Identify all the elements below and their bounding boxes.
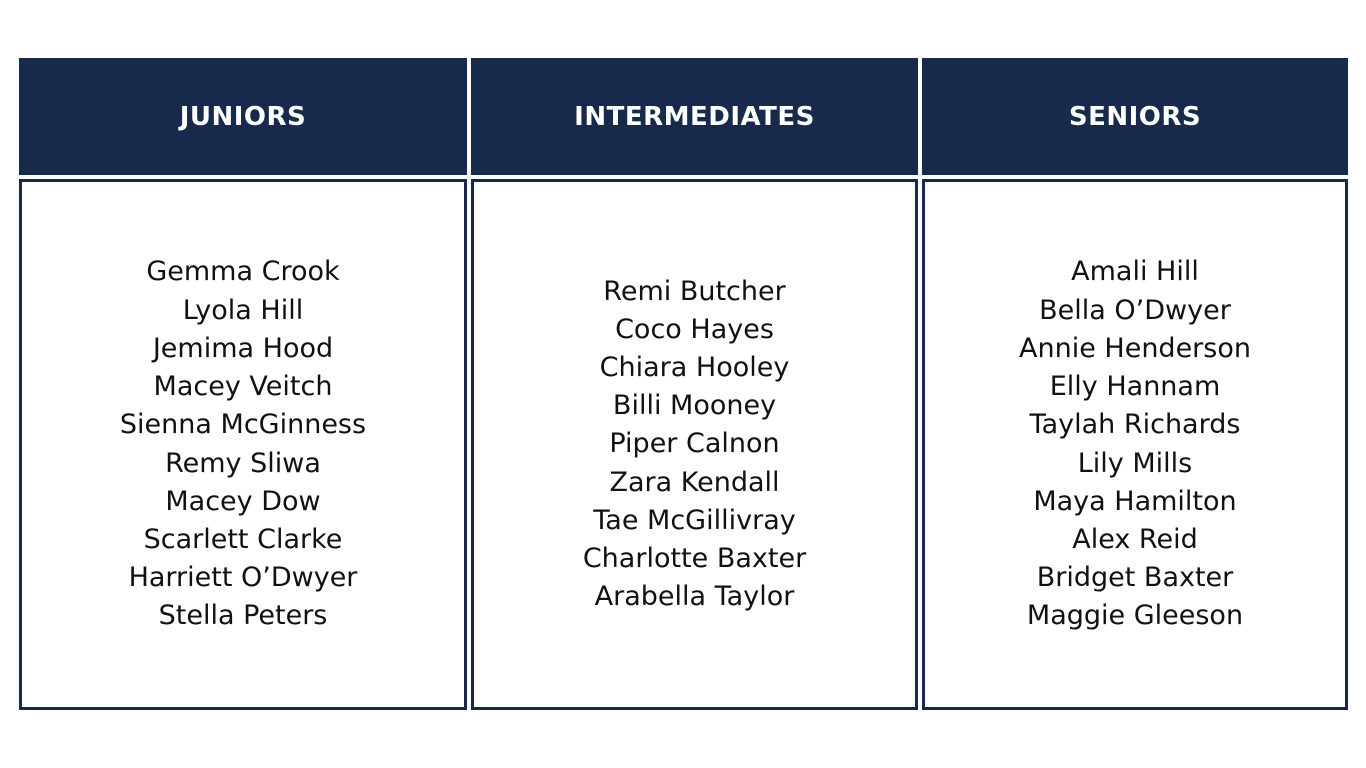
name-item: Arabella Taylor — [594, 581, 795, 613]
name-item: Elly Hannam — [1049, 371, 1221, 403]
intermediates-title: INTERMEDIATES — [574, 101, 815, 132]
name-item: Amali Hill — [1071, 256, 1199, 288]
juniors-name-box — [19, 179, 467, 710]
name-item: Stella Peters — [158, 600, 328, 632]
name-item: Bridget Baxter — [1036, 562, 1234, 594]
seniors-header — [922, 58, 1348, 175]
seniors-title: SENIORS — [1068, 101, 1202, 132]
juniors-title: JUNIORS — [179, 101, 307, 132]
name-item: Annie Henderson — [1019, 332, 1251, 364]
name-item: Jemima Hood — [152, 332, 334, 364]
name-item: Gemma Crook — [146, 256, 340, 288]
name-item: Zara Kendall — [609, 466, 780, 498]
name-item: Remy Sliwa — [165, 447, 321, 479]
name-item: Macey Dow — [165, 485, 321, 517]
juniors-name-list — [120, 253, 366, 635]
juniors-column — [19, 58, 467, 632]
name-item: Charlotte Baxter — [582, 543, 807, 574]
name-item: Maggie Gleeson — [1026, 600, 1244, 632]
name-item: Taylah Richards — [1029, 409, 1241, 441]
name-item: Bella O’Dwyer — [1039, 294, 1231, 326]
name-item: Harriett O’Dwyer — [128, 562, 358, 594]
name-item: Sienna McGinness — [119, 409, 367, 441]
intermediates-column — [471, 58, 918, 613]
name-item: Lily Mills — [1077, 447, 1193, 479]
name-item: Piper Calnon — [609, 428, 780, 460]
name-item: Macey Veitch — [153, 371, 333, 403]
name-item: Tae McGillivray — [593, 504, 796, 536]
name-item: Coco Hayes — [615, 313, 774, 345]
intermediates-header — [471, 58, 918, 175]
name-item: Billi Mooney — [612, 390, 777, 422]
name-item: Scarlett Clarke — [143, 523, 343, 555]
intermediates-name-list — [583, 273, 806, 617]
seniors-name-box — [922, 179, 1348, 710]
name-item: Maya Hamilton — [1033, 485, 1237, 517]
name-item: Lyola Hill — [182, 294, 304, 326]
intermediates-name-box — [471, 179, 918, 710]
seniors-column — [922, 58, 1348, 632]
seniors-name-list — [1019, 253, 1251, 635]
juniors-header — [19, 58, 467, 175]
name-item: Chiara Hooley — [599, 351, 790, 383]
name-item: Remi Butcher — [603, 275, 786, 307]
name-item: Alex Reid — [1072, 523, 1198, 555]
